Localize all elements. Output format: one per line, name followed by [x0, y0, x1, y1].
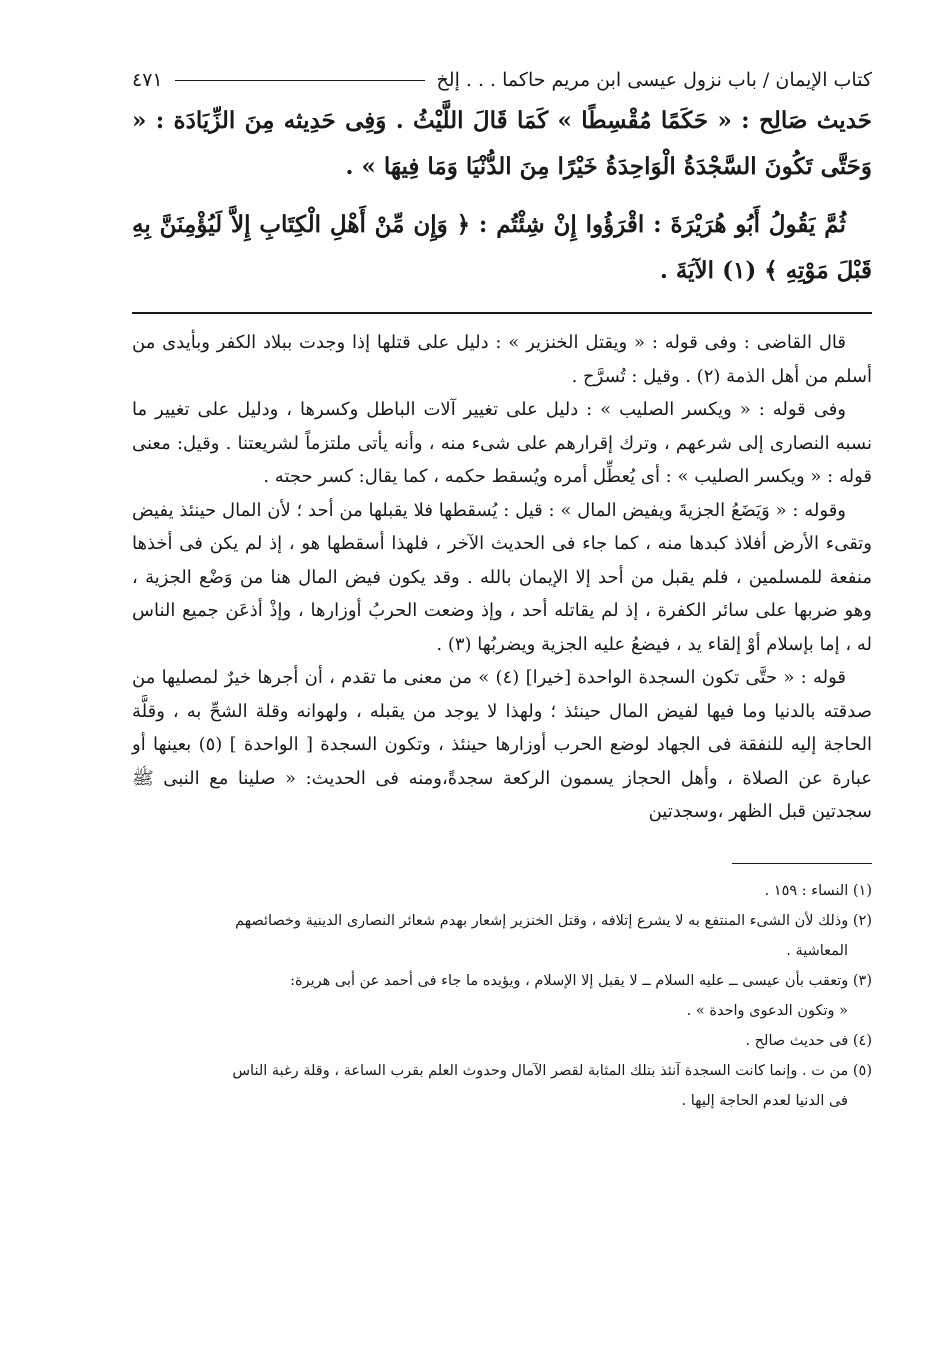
running-header [132, 62, 872, 98]
header-rule [175, 80, 425, 81]
footnote-divider [732, 863, 872, 864]
page-number: ٤٧١ [132, 69, 163, 91]
hadith-paragraph-2: ثُمَّ يَقُولُ أَبُو هُرَيْرَةَ : اقْرَؤُوا إِنْ شِئْتُم : ﴿ وَإِن مِّنْ أَهْلِ الْكِتَابِ إِلاَّ لَيُؤْمِنَنَّ بِهِ قَبْلَ مَوْتِهِ ﴾ (١) الآيَةَ . [132, 211, 872, 284]
footnote-1: (١) النساء : ١٥٩ . [764, 882, 872, 899]
footnote-3: (٣) وتعقب بأن عيسى ــ عليه السلام ــ لا يقبل إلا الإسلام ، ويؤيده ما جاء فى أحمد عن أبى هريرة: [290, 972, 872, 989]
footnote-2: (٢) وذلك لأن الشىء المنتفع به لا يشرع إتلافه ، وقتل الخنزير إشعار بهدم شعائر النصارى الدينية وخصائصهم [235, 912, 872, 929]
section-divider [132, 312, 872, 314]
commentary-paragraph: قوله : « حتَّى تكون السجدة الواحدة [خيرا] (٤) » من معنى ما تقدم ، أن أجرها خيرٌ لمصليها من صدقته بالدنيا وما فيها لفيض المال حينئذ ؛ ولهذا لا يوجد من يقبله ، ولهوانه وقلة الشحِّ به ، وقلَّة الحاجة إليه للنفقة فى الجهاد لوضع الحرب أوزارها حينئذ ، وتكون السجدة [ الواحدة ] (٥) بعينها أو عبارة عن الصلاة ، وأهل الحجاز يسمون الركعة سجدةً،ومنه فى الحديث: « صلينا مع النبى ﷺ سجدتين قبل الظهر ،وسجدتين [132, 667, 872, 822]
commentary [132, 326, 872, 829]
footnote-3-continuation: « وتكون الدعوى واحدة » . [686, 1002, 848, 1019]
footnote-2-continuation: المعاشية . [786, 942, 848, 959]
footnote-4: (٤) فى حديث صالح . [745, 1032, 872, 1049]
book-page [132, 62, 872, 1352]
footnote-5: (٥) من ت . وإنما كانت السجدة آنئذ بتلك المثابة لقصر الآمال وحدوث العلم بقرب الساعة ، وقلة رغبة الناس [232, 1062, 872, 1079]
footnotes [132, 876, 872, 1116]
hadith-text [132, 98, 872, 294]
footnote-5-continuation: فى الدنيا لعدم الحاجة إليها . [681, 1092, 848, 1109]
hadith-paragraph-1: حَديث صَالِح : « حَكَمًا مُقْسِطًا » كَمَا قَالَ اللَّيْثُ . وَفِى حَدِيثه مِنَ الزِّيَادَة : « وَحَتَّى تَكُونَ السَّجْدَةُ الْوَاحِدَةُ خَيْرًا مِنَ الدُّنْيَا وَمَا فِيهَا » . [132, 107, 872, 180]
header-title: كتاب الإيمان / باب نزول عيسى ابن مريم حاكما . . . إلخ [436, 69, 872, 91]
commentary-paragraph: قال القاضى : وفى قوله : « ويقتل الخنزير » : دليل على قتلها إذا وجدت ببلاد الكفر وبأيدى من أسلم من أهل الذمة (٢) . وقيل : تُسرَّح . [132, 332, 872, 387]
commentary-paragraph: وقوله : « وَيَضَعُ الجزيةَ ويفيض المال » : قيل : يُسقطها فلا يقبلها من أحد ؛ لأن المال حينئذ يفيض وتقىء الأرض أفلاذ كبدها منه ، كما جاء فى الحديث الآخر ، فلهذا أسقطها هو ، إذ لم يكن فى أخذها منفعة للمسلمين ، فلم يقبل من أحد إلا الإيمان بالله . وقد يكون فيض المال هنا من وَضْع الجزية ، وهو ضربها على سائر الكفرة ، إذ لم يقاتله أحد ، وإذ وضعت الحربُ أوزارها ، وإذْ أذعَن جميع الناس له ، إما بإسلام أوْ إلقاء يد ، فيضعُ عليه الجزية ويضربُها (٣) . [132, 499, 872, 655]
commentary-paragraph: وفى قوله : « ويكسر الصليب » : دليل على تغيير آلات الباطل وكسرها ، ودليل على تغيير ما نسبه النصارى إلى شرعهم ، وترك إقرارهم على شىء منه ، وأنه يأتى ملتزماً لشريعتنا . وقيل: معنى قوله : « ويكسر الصليب » : أى يُعطِّل أمره ويُسقط حكمه ، كما يقال: كسر حجته . [132, 399, 872, 487]
